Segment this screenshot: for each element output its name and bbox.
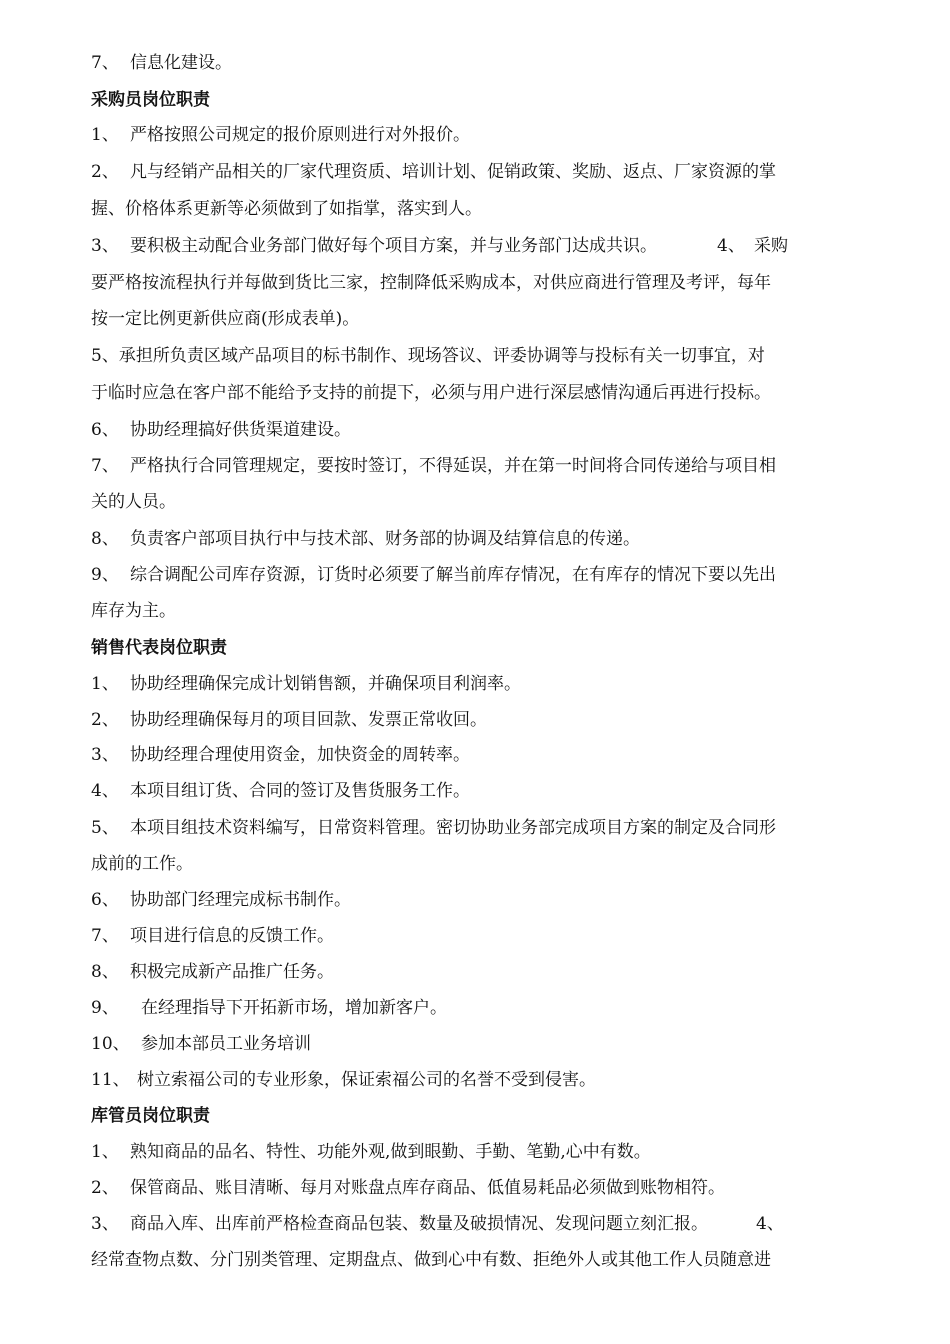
item-number: 4、 — [91, 781, 119, 801]
list-item — [91, 1069, 596, 1091]
item-text: 在经理指导下开拓新市场，增加新客户。 — [141, 998, 447, 1018]
item-continuation: 于临时应急在客户部不能给予支持的前提下，必须与用户进行深层感情沟通后再进行投标。 — [91, 383, 771, 403]
item-number: 3、 — [91, 1214, 119, 1234]
item-text: 积极完成新产品推广任务。 — [130, 962, 334, 982]
item-text: 熟知商品的品名、特性、功能外观,做到眼勤、手勤、笔勤,心中有数。 — [130, 1142, 651, 1162]
item-text: 信息化建设。 — [130, 53, 232, 73]
list-item — [91, 709, 487, 731]
item-text: 参加本部员工业务培训 — [141, 1034, 311, 1054]
item-text: 项目进行信息的反馈工作。 — [130, 926, 334, 946]
item-continuation: 经常查物点数、分门别类管理、定期盘点、做到心中有数、拒绝外人或其他工作人员随意进 — [91, 1250, 771, 1270]
item-text: 协助经理搞好供货渠道建设。 — [130, 420, 351, 440]
item-number: 4、 — [756, 1214, 784, 1234]
item-number: 6、 — [91, 420, 119, 440]
item-text: 协助经理确保完成计划销售额，并确保项目利润率。 — [130, 674, 521, 694]
section-heading-warehouse: 库管员岗位职责 — [91, 1106, 210, 1126]
list-item — [91, 564, 776, 586]
list-item — [91, 235, 788, 257]
list-item — [91, 1033, 311, 1055]
list-item: 5、承担所负责区域产品项目的标书制作、现场答议、评委协调等与投标有关一切事宜，对 — [91, 346, 765, 366]
list-item — [91, 419, 351, 441]
item-text: 综合调配公司库存资源，订货时必须要了解当前库存情况，在有库存的情况下要以先出 — [130, 565, 776, 585]
list-item — [91, 673, 521, 695]
item-text: 本项目组技术资料编写，日常资料管理。密切协助业务部完成项目方案的制定及合同形 — [130, 818, 776, 838]
item-continuation: 按一定比例更新供应商(形成表单)。 — [91, 309, 360, 329]
item-number: 8、 — [91, 962, 119, 982]
list-item — [91, 1213, 784, 1235]
list-item — [91, 455, 776, 477]
item-continuation: 关的人员。 — [91, 492, 176, 512]
item-number: 5、 — [91, 818, 119, 838]
item-number: 11、 — [91, 1070, 130, 1090]
item-number: 8、 — [91, 529, 119, 549]
list-item — [91, 1141, 651, 1163]
section-heading-purchaser: 采购员岗位职责 — [91, 90, 210, 110]
item-text: 要积极主动配合业务部门做好每个项目方案，并与业务部门达成共识。 — [130, 236, 657, 256]
list-item — [91, 817, 776, 839]
item-number: 7、 — [91, 456, 119, 476]
list-item — [91, 961, 334, 983]
list-item — [91, 52, 232, 74]
item-number: 6、 — [91, 890, 119, 910]
item-number: 2、 — [91, 710, 119, 730]
item-number: 2、 — [91, 1178, 119, 1198]
item-number: 3、 — [91, 236, 119, 256]
item-continuation: 要严格按流程执行并每做到货比三家，控制降低采购成本，对供应商进行管理及考评，每年 — [91, 273, 771, 293]
item-text: 凡与经销产品相关的厂家代理资质、培训计划、促销政策、奖励、返点、厂家资源的掌 — [130, 162, 776, 182]
item-text: 保管商品、账目清晰、每月对账盘点库存商品、低值易耗品必须做到账物相符。 — [130, 1178, 725, 1198]
section-heading-sales: 销售代表岗位职责 — [91, 638, 227, 658]
item-text: 协助经理确保每月的项目回款、发票正常收回。 — [130, 710, 487, 730]
item-text: 严格执行合同管理规定，要按时签订，不得延误，并在第一时间将合同传递给与项目相 — [130, 456, 776, 476]
item-text: 严格按照公司规定的报价原则进行对外报价。 — [130, 125, 470, 145]
item-number: 4、 — [717, 236, 745, 256]
item-text: 树立索福公司的专业形象，保证索福公司的名誉不受到侵害。 — [137, 1070, 596, 1090]
list-item — [91, 744, 470, 766]
item-number: 7、 — [91, 53, 119, 73]
item-number: 1、 — [91, 125, 119, 145]
list-item — [91, 925, 334, 947]
item-text: 协助部门经理完成标书制作。 — [130, 890, 351, 910]
item-text: 负责客户部项目执行中与技术部、财务部的协调及结算信息的传递。 — [130, 529, 640, 549]
item-continuation: 库存为主。 — [91, 601, 176, 621]
list-item — [91, 1177, 725, 1199]
item-number: 1、 — [91, 1142, 119, 1162]
list-item — [91, 124, 470, 146]
list-item — [91, 780, 470, 802]
list-item — [91, 161, 776, 183]
item-text: 本项目组订货、合同的签订及售货服务工作。 — [130, 781, 470, 801]
item-number: 9、 — [91, 565, 119, 585]
list-item — [91, 889, 351, 911]
item-continuation: 握、价格体系更新等必须做到了如指掌，落实到人。 — [91, 199, 482, 219]
list-item — [91, 528, 640, 550]
item-number: 1、 — [91, 674, 119, 694]
item-number: 2、 — [91, 162, 119, 182]
item-text: 协助经理合理使用资金，加快资金的周转率。 — [130, 745, 470, 765]
list-item — [91, 997, 447, 1019]
item-text: 商品入库、出库前严格检查商品包装、数量及破损情况、发现问题立刻汇报。 — [130, 1214, 708, 1234]
item-number: 3、 — [91, 745, 119, 765]
item-number: 9、 — [91, 998, 119, 1018]
item-text: 采购 — [754, 236, 788, 256]
item-number: 7、 — [91, 926, 119, 946]
item-number: 10、 — [91, 1034, 130, 1054]
item-continuation: 成前的工作。 — [91, 854, 193, 874]
